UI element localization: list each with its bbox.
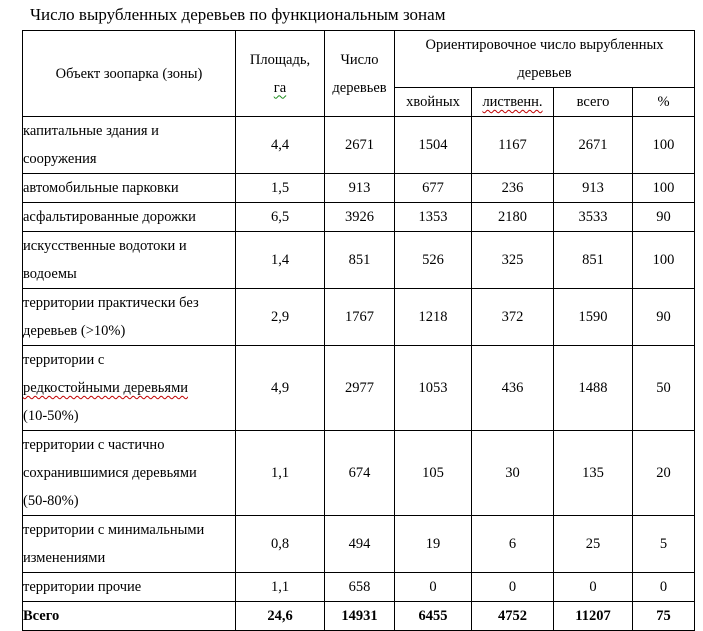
row-percent: 5 — [633, 516, 695, 573]
row-name — [23, 174, 236, 203]
header-deciduous — [472, 88, 554, 117]
row-name — [23, 289, 236, 346]
row-name — [23, 573, 236, 602]
row-trees: 2977 — [325, 346, 395, 431]
row-coniferous: 1504 — [395, 117, 472, 174]
row-total: 1488 — [554, 346, 633, 431]
row-trees: 3926 — [325, 203, 395, 232]
header-trees — [325, 31, 395, 117]
row-area: 4,9 — [236, 346, 325, 431]
table-row — [23, 117, 695, 174]
header-trees-line2: деревьев — [332, 79, 387, 96]
row-deciduous: 325 — [472, 232, 554, 289]
row-total: 0 — [554, 573, 633, 602]
row-area: 1,4 — [236, 232, 325, 289]
header-object-label: Объект зоопарка (зоны) — [55, 65, 203, 82]
row-total: 3533 — [554, 203, 633, 232]
row-area: 1,5 — [236, 174, 325, 203]
row-name — [23, 516, 236, 573]
row-coniferous: 677 — [395, 174, 472, 203]
row-coniferous: 1053 — [395, 346, 472, 431]
header-coniferous-label: хвойных — [406, 94, 460, 110]
header-total-label: всего — [576, 94, 610, 110]
row-name-line: искусственные водотоки и — [23, 238, 187, 254]
header-total — [554, 88, 633, 117]
table-row — [23, 346, 695, 431]
totals-coniferous: 6455 — [395, 602, 472, 631]
table-row — [23, 232, 695, 289]
row-total: 851 — [554, 232, 633, 289]
row-trees: 913 — [325, 174, 395, 203]
table-row — [23, 174, 695, 203]
table-row — [23, 516, 695, 573]
row-coniferous: 526 — [395, 232, 472, 289]
row-deciduous: 30 — [472, 431, 554, 516]
row-name — [23, 117, 236, 174]
table-row — [23, 203, 695, 232]
row-name-line: территории прочие — [23, 579, 142, 595]
header-cut-group — [395, 31, 695, 88]
header-object — [23, 31, 236, 117]
row-percent: 90 — [633, 289, 695, 346]
table-title: Число вырубленных деревьев по функциональным зонам — [30, 5, 446, 24]
header-deciduous-label: лиственн. — [482, 94, 543, 110]
row-name-line: территории с минимальными — [23, 522, 205, 538]
row-name-line: редкостойными деревьями — [23, 380, 189, 396]
row-name-line: автомобильные парковки — [23, 180, 179, 196]
row-percent: 50 — [633, 346, 695, 431]
totals-trees: 14931 — [325, 602, 395, 631]
row-deciduous: 236 — [472, 174, 554, 203]
row-name-line: территории с — [23, 352, 105, 368]
table-row — [23, 431, 695, 516]
row-name-line: асфальтированные дорожки — [23, 209, 196, 225]
row-name-line: сохранившимися деревьями — [23, 465, 197, 481]
row-name-line: деревьев (>10%) — [23, 323, 126, 339]
row-name-line: сооружения — [23, 151, 97, 167]
row-area: 0,8 — [236, 516, 325, 573]
row-deciduous: 2180 — [472, 203, 554, 232]
row-area: 4,4 — [236, 117, 325, 174]
row-name-line: капитальные здания и — [23, 123, 159, 139]
row-trees: 658 — [325, 573, 395, 602]
row-name — [23, 232, 236, 289]
totals-name: Всего — [23, 602, 236, 631]
row-percent: 100 — [633, 174, 695, 203]
header-coniferous — [395, 88, 472, 117]
row-total: 25 — [554, 516, 633, 573]
totals-deciduous: 4752 — [472, 602, 554, 631]
row-area: 1,1 — [236, 431, 325, 516]
row-name-line: изменениями — [23, 550, 106, 566]
row-percent: 0 — [633, 573, 695, 602]
row-name-line: территории практически без — [23, 295, 199, 311]
row-name-line: (10-50%) — [23, 408, 79, 424]
header-cut-group-line2: деревьев — [517, 65, 572, 81]
totals-percent: 75 — [633, 602, 695, 631]
row-coniferous: 19 — [395, 516, 472, 573]
row-trees: 494 — [325, 516, 395, 573]
totals-total: 11207 — [554, 602, 633, 631]
row-percent: 100 — [633, 232, 695, 289]
row-area: 6,5 — [236, 203, 325, 232]
row-coniferous: 1218 — [395, 289, 472, 346]
row-deciduous: 0 — [472, 573, 554, 602]
row-trees: 674 — [325, 431, 395, 516]
row-percent: 100 — [633, 117, 695, 174]
totals-row — [23, 602, 695, 631]
row-total: 2671 — [554, 117, 633, 174]
row-area: 1,1 — [236, 573, 325, 602]
row-coniferous: 105 — [395, 431, 472, 516]
row-trees: 851 — [325, 232, 395, 289]
row-name — [23, 346, 236, 431]
header-percent — [633, 88, 695, 117]
row-trees: 1767 — [325, 289, 395, 346]
header-percent-label: % — [657, 94, 670, 110]
row-deciduous: 372 — [472, 289, 554, 346]
row-total: 913 — [554, 174, 633, 203]
header-area — [236, 31, 325, 117]
row-trees: 2671 — [325, 117, 395, 174]
header-area-line2: га — [273, 79, 287, 96]
row-name — [23, 203, 236, 232]
row-area: 2,9 — [236, 289, 325, 346]
row-name-line: водоемы — [23, 266, 77, 282]
row-name — [23, 431, 236, 516]
header-cut-group-line1: Ориентировочное число вырубленных — [425, 37, 664, 53]
row-coniferous: 1353 — [395, 203, 472, 232]
row-coniferous: 0 — [395, 573, 472, 602]
row-deciduous: 6 — [472, 516, 554, 573]
table-row — [23, 289, 695, 346]
row-deciduous: 436 — [472, 346, 554, 431]
row-total: 1590 — [554, 289, 633, 346]
trees-table — [22, 30, 695, 631]
table-row — [23, 573, 695, 602]
totals-area: 24,6 — [236, 602, 325, 631]
row-percent: 20 — [633, 431, 695, 516]
row-total: 135 — [554, 431, 633, 516]
row-name-line: территории с частично — [23, 437, 165, 453]
row-percent: 90 — [633, 203, 695, 232]
header-area-line1: Площадь, — [249, 51, 311, 68]
row-deciduous: 1167 — [472, 117, 554, 174]
row-name-line: (50-80%) — [23, 493, 79, 509]
header-trees-line1: Число — [340, 51, 379, 68]
